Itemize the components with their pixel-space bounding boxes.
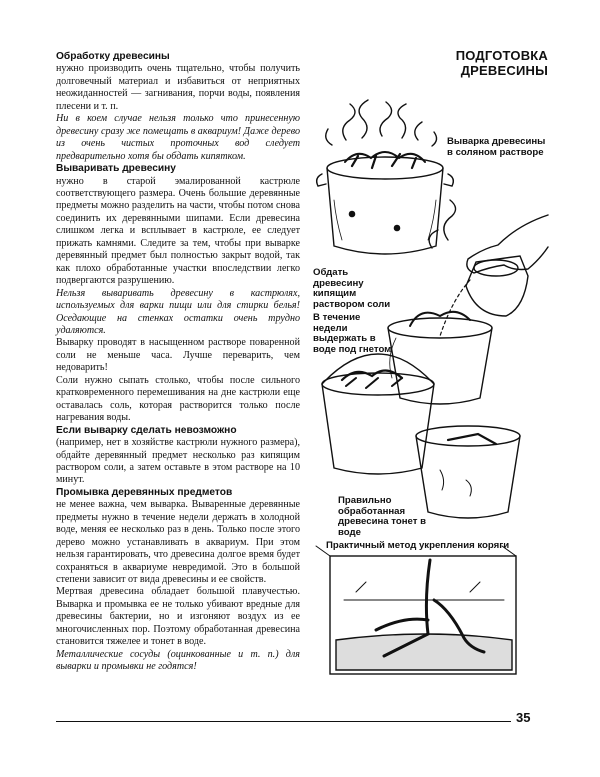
bucket-soak-illustration: [322, 354, 434, 474]
steam-illustration: [326, 100, 437, 146]
caption-pour: Обдать древесину кипящим раствором соли: [313, 267, 391, 310]
heading-rinse: Промывка деревянных предметов: [56, 486, 233, 498]
para-warning: Ни в коем случае нельзя только что принесенную древесину сразу же помещать в аквариум! Даже дерево из очень чистых проточных вод следует предварительно хотя бы обдать кипятком.: [56, 113, 300, 162]
para-impossible: (например, нет в хозяйстве кастрюли нужного размера), обдайте деревянный предмет несколько раз кипящим раствором соли, а затем оставьте в этом растворе на 10 минут.: [56, 437, 300, 486]
hand-pouring-illustration: [429, 200, 548, 336]
para-boil: нужно в старой эмалированной кастрюле соответствующего размера. Очень большие деревянные предметы можно разделить на части, чтобы потом снова соединить их деревянными шипами. Если древесина слишком легка и всплывает в кастрюле, ее следует прижать камнями. Следите за тем, чтобы при выварке деревянный предмет был полностью закрыт водой, так как плохо обработанные участки впоследствии легко подвергаются разрушению.: [56, 175, 300, 287]
page-number: 35: [516, 710, 531, 725]
heading-processing: Обработку древесины: [56, 51, 170, 62]
heading-boil: Вываривать древесину: [56, 163, 176, 175]
caption-week: В течение недели выдержать в воде под гнетом: [313, 312, 392, 355]
para-salt-time: Выварку проводят в насыщенном растворе поваренной соли не меньше часа. Лучше переварить, чем недоварить!: [56, 337, 300, 374]
para-metal: Металлические сосуды (оцинкованные и т. п.) для выварки и промывки не годятся!: [56, 648, 300, 673]
heading-impossible: Если выварку сделать невозможно: [56, 424, 237, 436]
footer-rule: [56, 721, 511, 722]
para-processing: нужно производить очень тщательно, чтобы получить долговечный материал и избавиться от неприятных неожиданностей — загнивания, порчи воды, появления плесени и т. п.: [56, 63, 300, 112]
bucket-weighted-illustration: [388, 312, 492, 404]
para-pots: Нельзя вываривать древесину в кастрюлях, используемых для варки пищи или для стирки белья! Оседающие на стенках остатки очень трудно удаляются.: [56, 287, 300, 336]
para-salt-amount: Соли нужно сыпать столько, чтобы после сильного кратковременного перемешивания на дне кастрюли еще оставалась соль, которая растворится только после нагревания воды.: [56, 374, 300, 424]
caption-sinks: Правильно обработанная древесина тонет в воде: [338, 495, 426, 538]
para-rinse: не менее важна, чем выварка. Вываренные деревянные предметы нужно в течение недели держать в холодной воде, меняя ее несколько раз в день. Только после этого дерево можно устанавливать в аквариум. При этом нельзя гарантировать, что древесина долгое время будет сохраняться в аквариуме невредимой. Это в большой степени зависит от вида древесины и ее свойств.: [56, 499, 300, 586]
para-dead-wood: Мертвая древесина обладает большой плавучестью. Выварка и промывка ее не только убивают вредные для древесины бактерии, но и изгоняют воздух из ее многочисленных пор. Поэтому обработанная древесина становится тяжелее и тонет в воде.: [56, 586, 300, 648]
caption-anchor: Практичный метод укрепления коряги: [326, 540, 510, 551]
aquarium-root-illustration: [316, 546, 516, 674]
page-title: ПОДГОТОВКА ДРЕВЕСИНЫ: [455, 48, 548, 78]
boiling-pot-illustration: [317, 152, 454, 254]
caption-boiling: Выварка древесины в соляном растворе: [447, 136, 546, 158]
